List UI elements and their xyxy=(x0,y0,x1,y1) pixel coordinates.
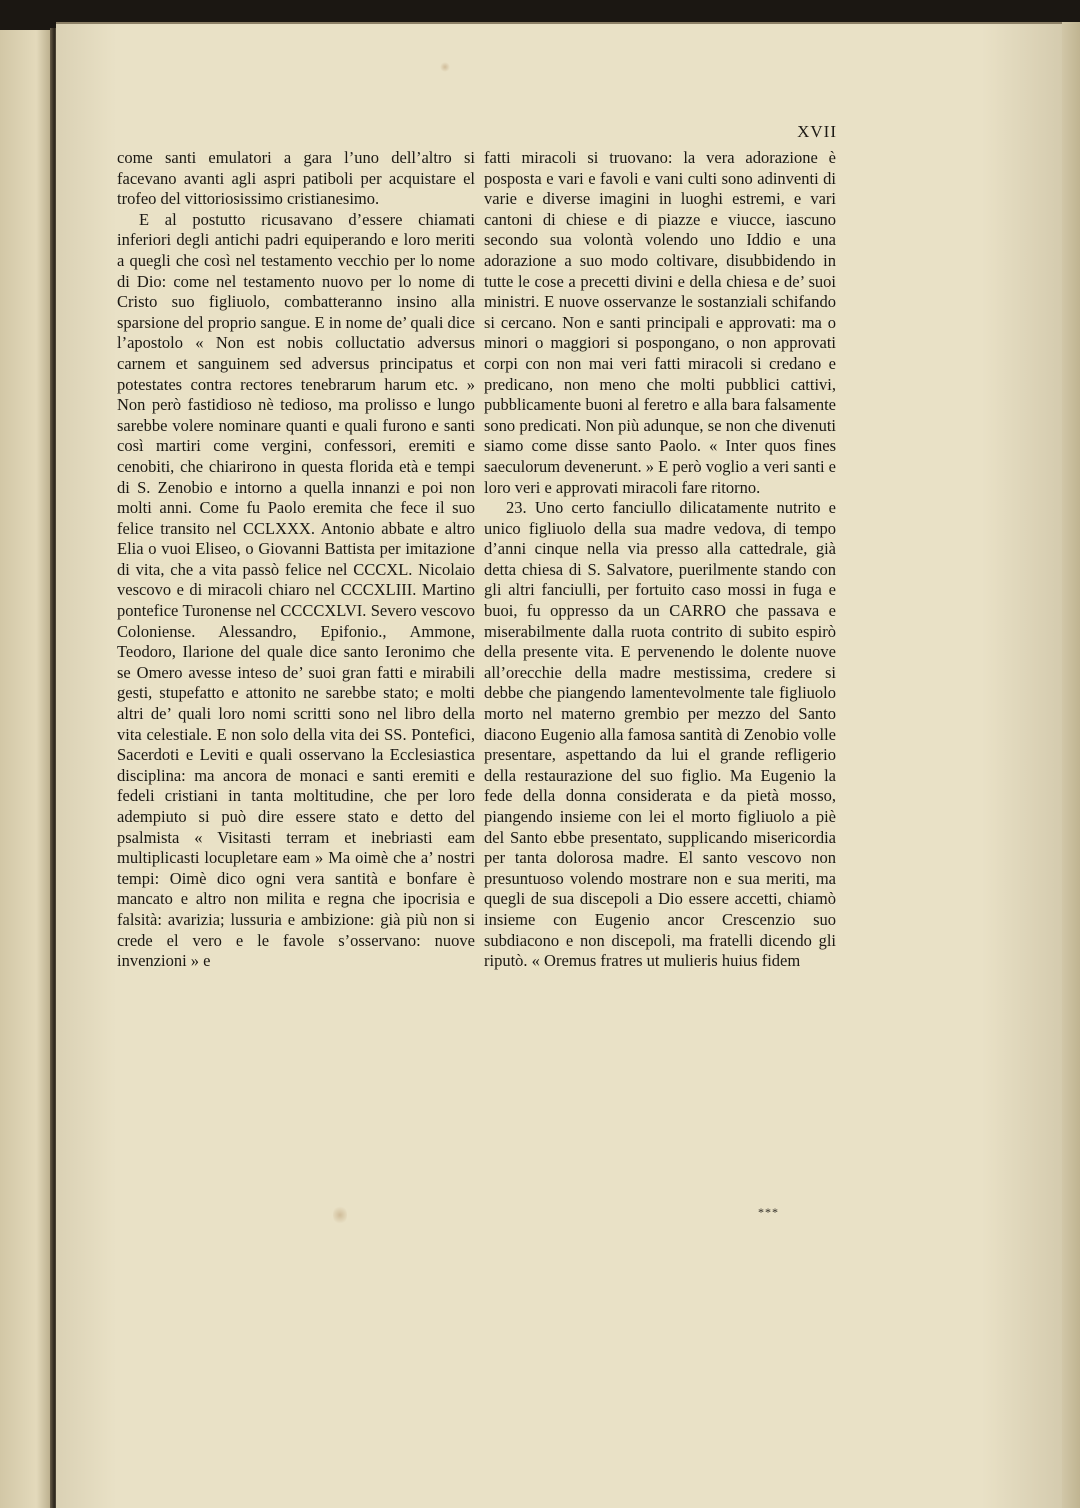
paragraph: come santi emulatori a gara l’uno dell’altro si facevano avanti agli aspri patiboli per acquistare el trofeo del vittoriosissimo cristianesimo. xyxy=(117,148,475,209)
facing-page-edge xyxy=(0,30,52,1508)
left-text-column xyxy=(117,148,475,972)
signature-mark: *** xyxy=(758,1205,779,1219)
page-fore-edge xyxy=(1060,22,1080,1508)
paragraph: fatti miracoli si truovano: la vera adorazione è posposta e vari e favoli e vani culti sono adinventi di varie e diverse imagini in luoghi estremi, e vari cantoni di chiese e di piazze e viucce, iascuno secondo sua volontà volendo uno Iddio e una adorazione a suo modo coltivare, disubbidendo in tutte le cose a precetti divini e della chiesa e de’ suoi ministri. E nuove osservanze le sostanziali schifando si cercano. Non e santi principali e approvati: ma o minori o maggiori si pospongano, o non approvati corpi con non mai veri fatti miracoli si credano e predicano, non meno che molti pubblici cattivi, pubblicamente buoni al feretro e alla bara falsamente sono predicati. Non più adunque, se non che divenuti siamo come disse santo Paolo. « Inter quos fines saeculorum devenerunt. » E però voglio a veri santi e loro veri e approvati miracoli fare ritorno. xyxy=(484,148,836,497)
paragraph: E al postutto ricusavano d’essere chiamati inferiori degli antichi padri equiperando e loro meriti a quegli che così nel testamento vecchio per lo nome di Dio: come nel testamento nuovo per lo nome di Cristo suo figliuolo, combatteranno insino alla sparsione del proprio sangue. E in nome de’ quali dice l’apostolo « Non est nobis colluctatio adversus carnem et sanguinem sed adversus principatus et potestates contra rectores tenebrarum harum etc. » Non però fastidioso nè tedioso, ma prolisso e lungo sarebbe volere nominare quanti e quali furono e santi così martiri come vergini, confessori, eremiti e cenobiti, che chiarirono in questa florida età e tempi di S. Zenobio e intorno a quella innanzi e poi non molti anni. Come fu Paolo eremita che fece il suo felice transito nel CCLXXX. Antonio abbate e altro Elia o vuoi Eliseo, o Giovanni Battista per imitazione di vita, che a vita passò felice nel CCCXL. Nicolaio vescovo e di miracoli chiaro nel CCCXLIII. Martino pontefice Turonense nel CCCCXLVI. Severo vescovo Coloniense. Alessandro, Epifonio., Ammone, Teodoro, Ilarione del quale dice santo Ieronimo che se Omero avesse inteso de’ suoi gran fatti e mirabili gesti, stupefatto e attonito ne sarebbe stato; e molti altri de’ quali loro nomi scritti sono nel libro della vita celestiale. E non solo della vita dei SS. Pontefici, Sacerdoti e Leviti e quali osservano la Ecclesiastica disciplina: ma ancora de monaci e santi eremiti e fedeli cristiani in tanta moltitudine, che per loro adempiuto si può dire essere stato e detto del psalmista « Visitasti terram et inebriasti eam multiplicasti locupletare eam » Ma oimè che a’ nostri tempi: Oimè dico ogni vera santità e bonfare è mancato e altro non milita e regna che ipocrisia e falsità: avarizia; lussuria e ambizione: già più non si crede el vero e le favole s’osservano: nuove invenzioni » e xyxy=(117,209,476,971)
stain-mark xyxy=(333,1205,347,1225)
paragraph: 23. Uno certo fanciullo dilicatamente nutrito e unico figliuolo della sua madre vedova, di tempo d’anni cinque nella via presso alla cattedrale, già detta chiesa di S. Salvatore, puerilmente stando con gli altri fanciulli, per fortuito caso mossi in fuga e buoi, fu oppresso da un CARRO che passava e miserabilmente dalla ruota contrito di subito espirò della presente vita. E pervenendo le dolente nuove all’orecchie della madre mestissima, credere si debbe che piangendo lamentevolmente tale figliuolo morto nel materno grembio per mezzo del Santo diacono Eugenio alla famosa santità di Zenobio volle presentare, aspettando da lui el grande refligerio della restaurazione del suo figlio. Ma Eugenio la fede della donna considerata e da pietà mosso, piangendo insieme con lei el morto figliuolo a piè del Santo ebbe presentato, supplicando misericordia per tanta dolorosa madre. El santo vescovo non presuntuoso volendo mostrare non e sua meriti, ma quegli de sua discepoli a Dio essere accetti, chiamò insieme con Eugenio ancor Crescenzio suo subdiacono e non discepoli, ma fratelli dicendo gli riputò. « Oremus fratres ut mulieris huius fidem xyxy=(484,498,836,971)
right-text-column xyxy=(484,148,836,972)
stain-mark xyxy=(440,62,450,72)
page-folio-number: XVII xyxy=(797,122,837,141)
